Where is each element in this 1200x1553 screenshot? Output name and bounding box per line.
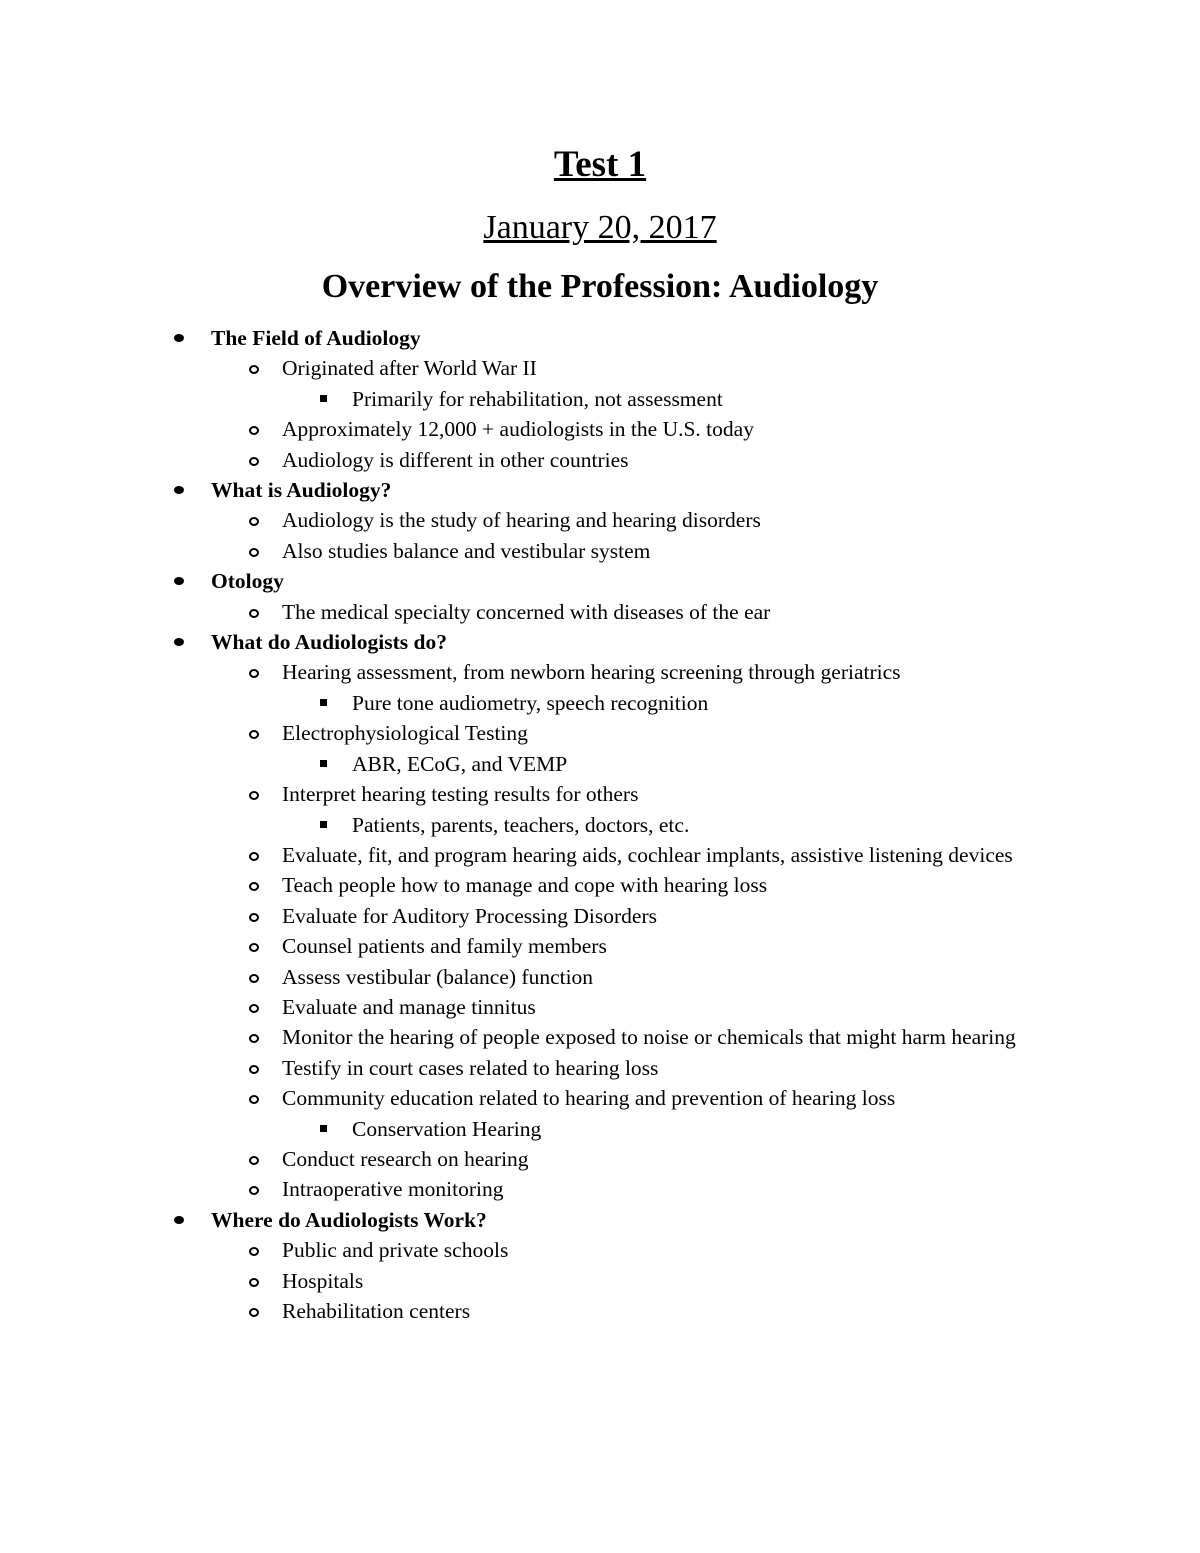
outline-subitem xyxy=(0,353,1200,383)
outline-subitem xyxy=(0,1235,1200,1265)
outline-text: What do Audiologists do? xyxy=(211,630,447,655)
outline-topic xyxy=(0,566,1200,596)
outline-text: Primarily for rehabilitation, not assessment xyxy=(352,386,723,411)
hollow-bullet-icon xyxy=(249,852,259,861)
outline-subitem xyxy=(0,414,1200,444)
outline-text: Pure tone audiometry, speech recognition xyxy=(352,690,709,715)
outline-subitem xyxy=(0,870,1200,900)
hollow-bullet-icon xyxy=(249,609,259,618)
hollow-bullet-icon xyxy=(249,669,259,678)
outline-text: The medical specialty concerned with diseases of the ear xyxy=(282,599,771,624)
section-heading: Overview of the Profession: Audiology xyxy=(321,268,879,305)
outline-text: Counsel patients and family members xyxy=(282,934,607,959)
outline-text: Evaluate and manage tinnitus xyxy=(282,994,536,1019)
outline-subitem xyxy=(0,505,1200,535)
outline-text: Evaluate, fit, and program hearing aids, cochlear implants, assistive listening devices xyxy=(282,842,1013,867)
outline-detail xyxy=(0,384,1200,414)
outline-subitem xyxy=(0,779,1200,809)
document-date: January 20, 2017 xyxy=(483,209,717,246)
hollow-bullet-icon xyxy=(249,1156,259,1165)
hollow-bullet-icon xyxy=(249,730,259,739)
outline-text: Evaluate for Auditory Processing Disorders xyxy=(282,903,657,928)
outline-text: Assess vestibular (balance) function xyxy=(282,964,594,989)
outline-text: Testify in court cases related to hearing loss xyxy=(282,1055,659,1080)
hollow-bullet-icon xyxy=(249,1308,259,1317)
outline-text: Audiology is different in other countries xyxy=(282,447,629,472)
hollow-bullet-icon xyxy=(249,548,259,557)
outline-text: Also studies balance and vestibular system xyxy=(282,538,651,563)
outline-text: Community education related to hearing and prevention of hearing loss xyxy=(282,1086,896,1111)
outline-subitem xyxy=(0,718,1200,748)
square-bullet-icon xyxy=(320,395,327,402)
hollow-bullet-icon xyxy=(249,426,259,435)
outline-text: Conservation Hearing xyxy=(352,1116,542,1141)
hollow-bullet-icon xyxy=(249,457,259,466)
hollow-bullet-icon xyxy=(249,1186,259,1195)
hollow-bullet-icon xyxy=(249,517,259,526)
outline-text: Audiology is the study of hearing and hearing disorders xyxy=(282,508,761,533)
outline-subitem xyxy=(0,901,1200,931)
hollow-bullet-icon xyxy=(249,1034,259,1043)
outline-text: Hearing assessment, from newborn hearing screening through geriatrics xyxy=(282,660,901,685)
outline-text: Electrophysiological Testing xyxy=(282,721,528,746)
outline-subitem xyxy=(0,597,1200,627)
outline-subitem xyxy=(0,992,1200,1022)
outline-text: Originated after World War II xyxy=(282,356,537,381)
outline-text: What is Audiology? xyxy=(211,478,392,503)
outline-detail xyxy=(0,1114,1200,1144)
square-bullet-icon xyxy=(320,1125,327,1132)
outline-subitem xyxy=(0,1022,1200,1052)
outline-text: Hospitals xyxy=(282,1268,364,1293)
outline-topic xyxy=(0,323,1200,353)
outline-subitem xyxy=(0,962,1200,992)
hollow-bullet-icon xyxy=(249,913,259,922)
outline-topic xyxy=(0,627,1200,657)
outline-text: Intraoperative monitoring xyxy=(282,1177,504,1202)
outline-subitem xyxy=(0,445,1200,475)
outline-text: The Field of Audiology xyxy=(211,326,421,350)
hollow-bullet-icon xyxy=(249,791,259,800)
outline-text: Patients, parents, teachers, doctors, etc. xyxy=(352,812,690,837)
document-title: Test 1 xyxy=(553,144,647,185)
outline-detail xyxy=(0,749,1200,779)
outline-text: Conduct research on hearing xyxy=(282,1146,529,1171)
outline-topic xyxy=(0,475,1200,505)
square-bullet-icon xyxy=(320,760,327,767)
outline-subitem xyxy=(0,840,1200,870)
outline-subitem xyxy=(0,931,1200,961)
filled-bullet-icon xyxy=(174,486,184,494)
hollow-bullet-icon xyxy=(249,943,259,952)
filled-bullet-icon xyxy=(174,334,184,342)
outline-text: Interpret hearing testing results for others xyxy=(282,782,639,807)
outline-detail xyxy=(0,688,1200,718)
hollow-bullet-icon xyxy=(249,1095,259,1104)
hollow-bullet-icon xyxy=(249,1247,259,1256)
filled-bullet-icon xyxy=(174,1216,184,1224)
outline-subitem xyxy=(0,1266,1200,1296)
outline-text: Where do Audiologists Work? xyxy=(211,1207,487,1232)
outline-subitem xyxy=(0,1174,1200,1204)
hollow-bullet-icon xyxy=(249,882,259,891)
hollow-bullet-icon xyxy=(249,365,259,374)
hollow-bullet-icon xyxy=(249,1004,259,1013)
outline-text: Rehabilitation centers xyxy=(282,1299,471,1323)
outline-text: ABR, ECoG, and VEMP xyxy=(352,751,568,776)
filled-bullet-icon xyxy=(174,577,184,585)
outline-subitem xyxy=(0,1296,1200,1326)
outline-text: Otology xyxy=(211,569,284,594)
hollow-bullet-icon xyxy=(249,1278,259,1287)
square-bullet-icon xyxy=(320,699,327,706)
outline-list xyxy=(0,323,1200,1326)
outline-subitem xyxy=(0,657,1200,687)
outline-text: Monitor the hearing of people exposed to noise or chemicals that might harm hearing xyxy=(282,1025,1016,1050)
square-bullet-icon xyxy=(320,821,327,828)
outline-text: Teach people how to manage and cope with hearing loss xyxy=(282,873,768,898)
outline-detail xyxy=(0,810,1200,840)
hollow-bullet-icon xyxy=(249,1065,259,1074)
outline-subitem xyxy=(0,1083,1200,1113)
outline-subitem xyxy=(0,1144,1200,1174)
outline-subitem xyxy=(0,1053,1200,1083)
outline-subitem xyxy=(0,536,1200,566)
filled-bullet-icon xyxy=(174,638,184,646)
outline-topic xyxy=(0,1205,1200,1235)
outline-text: Approximately 12,000 + audiologists in the U.S. today xyxy=(282,417,754,442)
hollow-bullet-icon xyxy=(249,974,259,983)
outline-text: Public and private schools xyxy=(282,1238,509,1263)
